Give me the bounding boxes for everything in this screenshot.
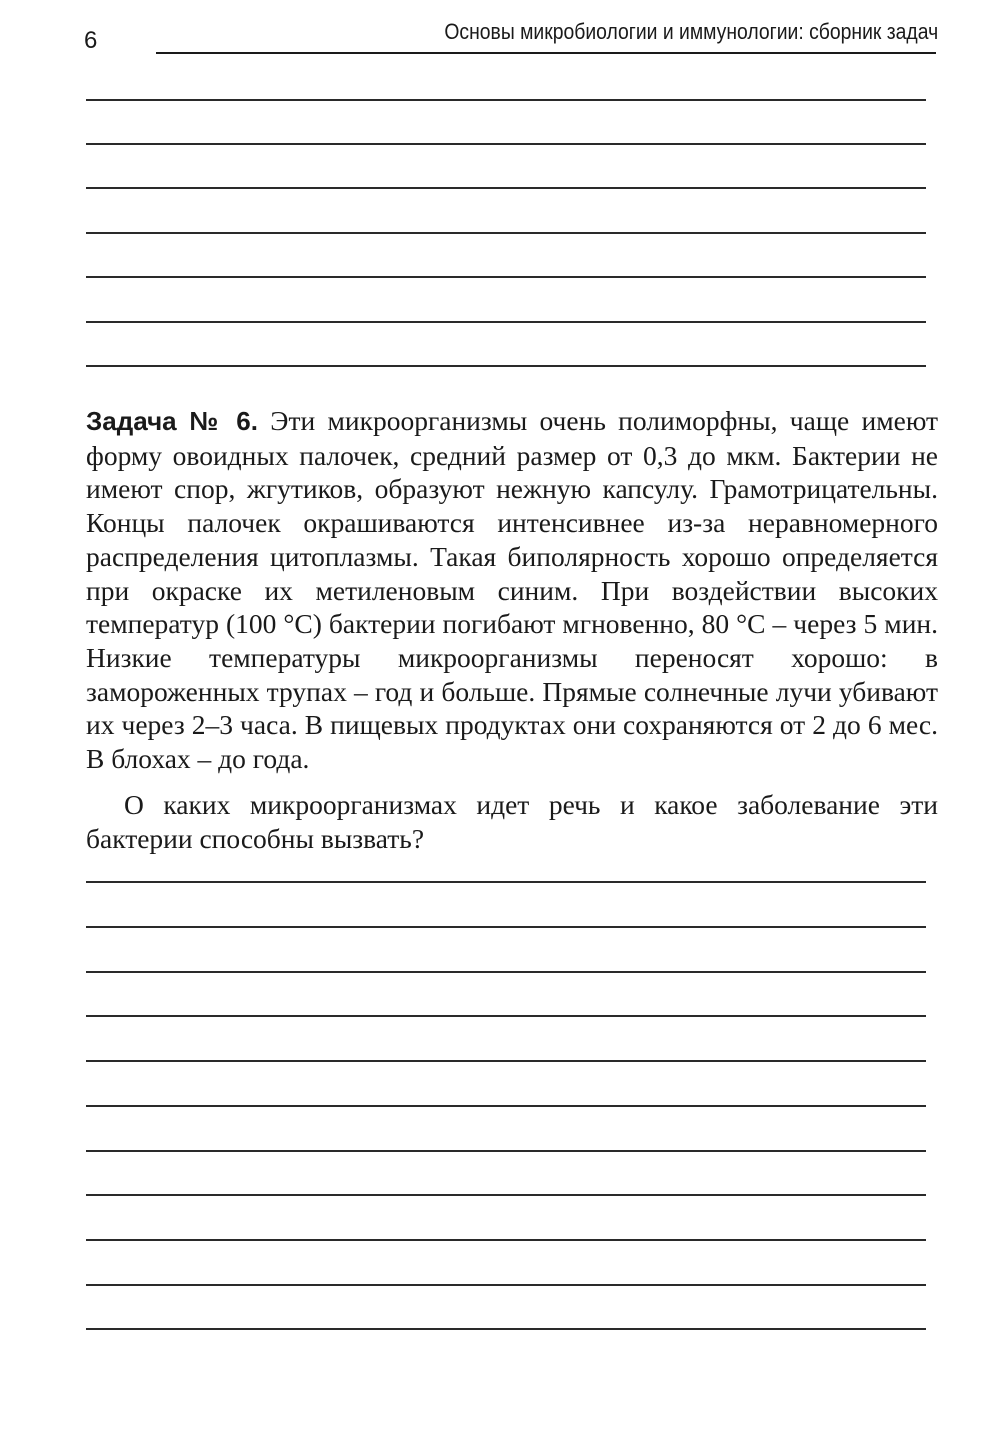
task-text: Эти микроорганизмы очень полиморфны, чаще имеют форму овоидных палочек, средний размер от 0,3 до мкм. Бактерии не имеют спор, жгутиков, образуют нежную капсулу. Грамотрицательны. Концы палочек окрашиваются интенсивнее из-за неравномерного распределения цитоплазмы. Такая биполярность хорошо определяется при окраске их метиленовым синим. При воздействии высоких температур (100 °С) бактерии погибают мгновенно, 80 °С – через 5 мин. Низкие температуры микроорганизмы переносят хорошо: в замороженных трупах – год и больше. Прямые солнечные лучи убивают их через 2–3 часа. В пищевых продуктах они сохраняются от 2 до 6 мес. В блохах – до года.: [86, 405, 939, 775]
answer-line: [86, 1284, 926, 1286]
answer-line: [86, 187, 926, 189]
answer-line: [86, 365, 926, 367]
answer-line: [86, 881, 926, 883]
answer-line: [86, 926, 926, 928]
answer-line: [86, 1105, 926, 1107]
answer-line: [86, 1060, 926, 1062]
answer-line: [86, 1015, 926, 1017]
answer-line: [86, 1239, 926, 1241]
answer-line: [86, 321, 926, 323]
answer-line: [86, 971, 926, 973]
task-label: Задача № 6.: [86, 406, 258, 436]
answer-line: [86, 232, 926, 234]
task-paragraph: [86, 404, 938, 776]
answer-line: [86, 1150, 926, 1152]
header-rule: [156, 52, 936, 54]
task-question: О каких микроорганизмах идет речь и какое заболевание эти бактерии способны вызвать?: [86, 789, 938, 854]
answer-line: [86, 99, 926, 101]
answer-line: [86, 1194, 926, 1196]
page-number: 6: [84, 27, 98, 54]
answer-line: [86, 276, 926, 278]
answer-line: [86, 143, 926, 145]
running-title: Основы микробиологии и иммунологии: сборник задач: [444, 19, 938, 44]
answer-line: [86, 1328, 926, 1330]
